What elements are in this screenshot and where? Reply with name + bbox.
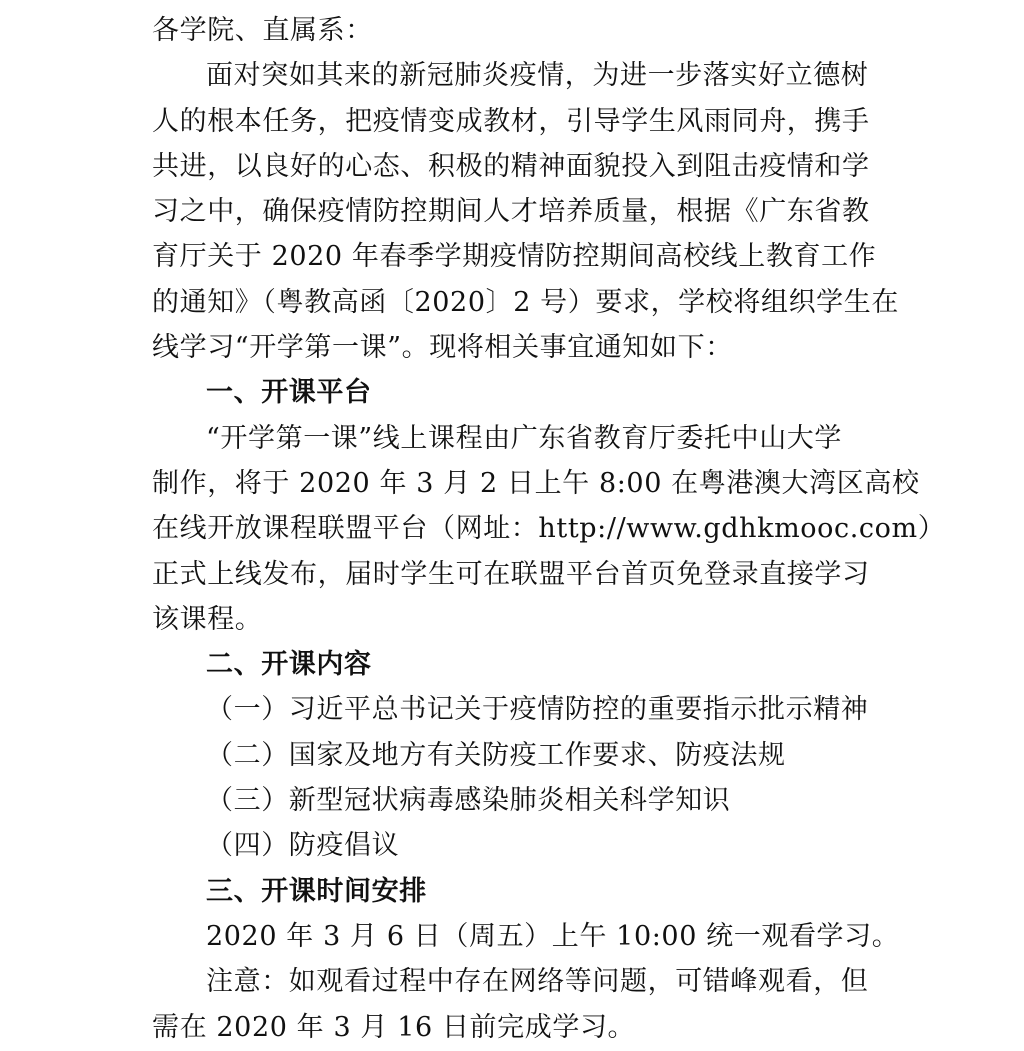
intro-paragraph-line-1: 面对突如其来的新冠肺炎疫情，为进一步落实好立德树 [206, 60, 869, 92]
section-heading-content: 二、开课内容 [206, 649, 372, 681]
intro-paragraph-line-2: 人的根本任务，把疫情变成教材，引导学生风雨同舟，携手 [152, 105, 870, 137]
content-list-item-3: （三）新型冠状病毒感染肺炎相关科学知识 [206, 785, 731, 817]
notice-document [152, 8, 946, 1050]
intro-paragraph-line-5: 育厅关于 2020 年春季学期疫情防控期间高校线上教育工作 [152, 241, 877, 273]
content-list-item-2: （二）国家及地方有关防疫工作要求、防疫法规 [206, 739, 786, 771]
section-heading-platform: 一、开课平台 [206, 377, 372, 409]
note-paragraph-line-2: 需在 2020 年 3 月 16 日前完成学习。 [152, 1011, 636, 1043]
content-list-item-1: （一）习近平总书记关于疫情防控的重要指示批示精神 [206, 694, 869, 726]
platform-paragraph-line-5: 该课程。 [152, 603, 263, 635]
intro-paragraph-line-7: 线学习“开学第一课”。现将相关事宜通知如下： [152, 332, 733, 364]
schedule-paragraph-line-1: 2020 年 3 月 6 日（周五）上午 10:00 统一观看学习。 [206, 920, 900, 952]
platform-paragraph-line-1: “开学第一课”线上课程由广东省教育厅委托中山大学 [206, 422, 843, 454]
intro-paragraph-line-3: 共进，以良好的心态、积极的精神面貌投入到阻击疫情和学 [152, 150, 870, 182]
intro-paragraph-line-6: 的通知》（粤教高函〔2020〕2 号）要求，学校将组织学生在 [152, 286, 899, 318]
salutation-line: 各学院、直属系： [152, 15, 373, 46]
platform-paragraph-line-3: 在线开放课程联盟平台（网址：http://www.gdhkmooc.com） [152, 513, 946, 545]
note-paragraph-line-1: 注意：如观看过程中存在网络等问题，可错峰观看，但 [206, 966, 869, 998]
platform-paragraph-line-2: 制作，将于 2020 年 3 月 2 日上午 8:00 在粤港澳大湾区高校 [152, 467, 920, 499]
intro-paragraph-line-4: 习之中，确保疫情防控期间人才培养质量，根据《广东省教 [152, 196, 870, 228]
platform-paragraph-line-4: 正式上线发布，届时学生可在联盟平台首页免登录直接学习 [152, 558, 870, 590]
content-list-item-4: （四）防疫倡议 [206, 830, 400, 862]
section-heading-schedule: 三、开课时间安排 [206, 875, 427, 907]
